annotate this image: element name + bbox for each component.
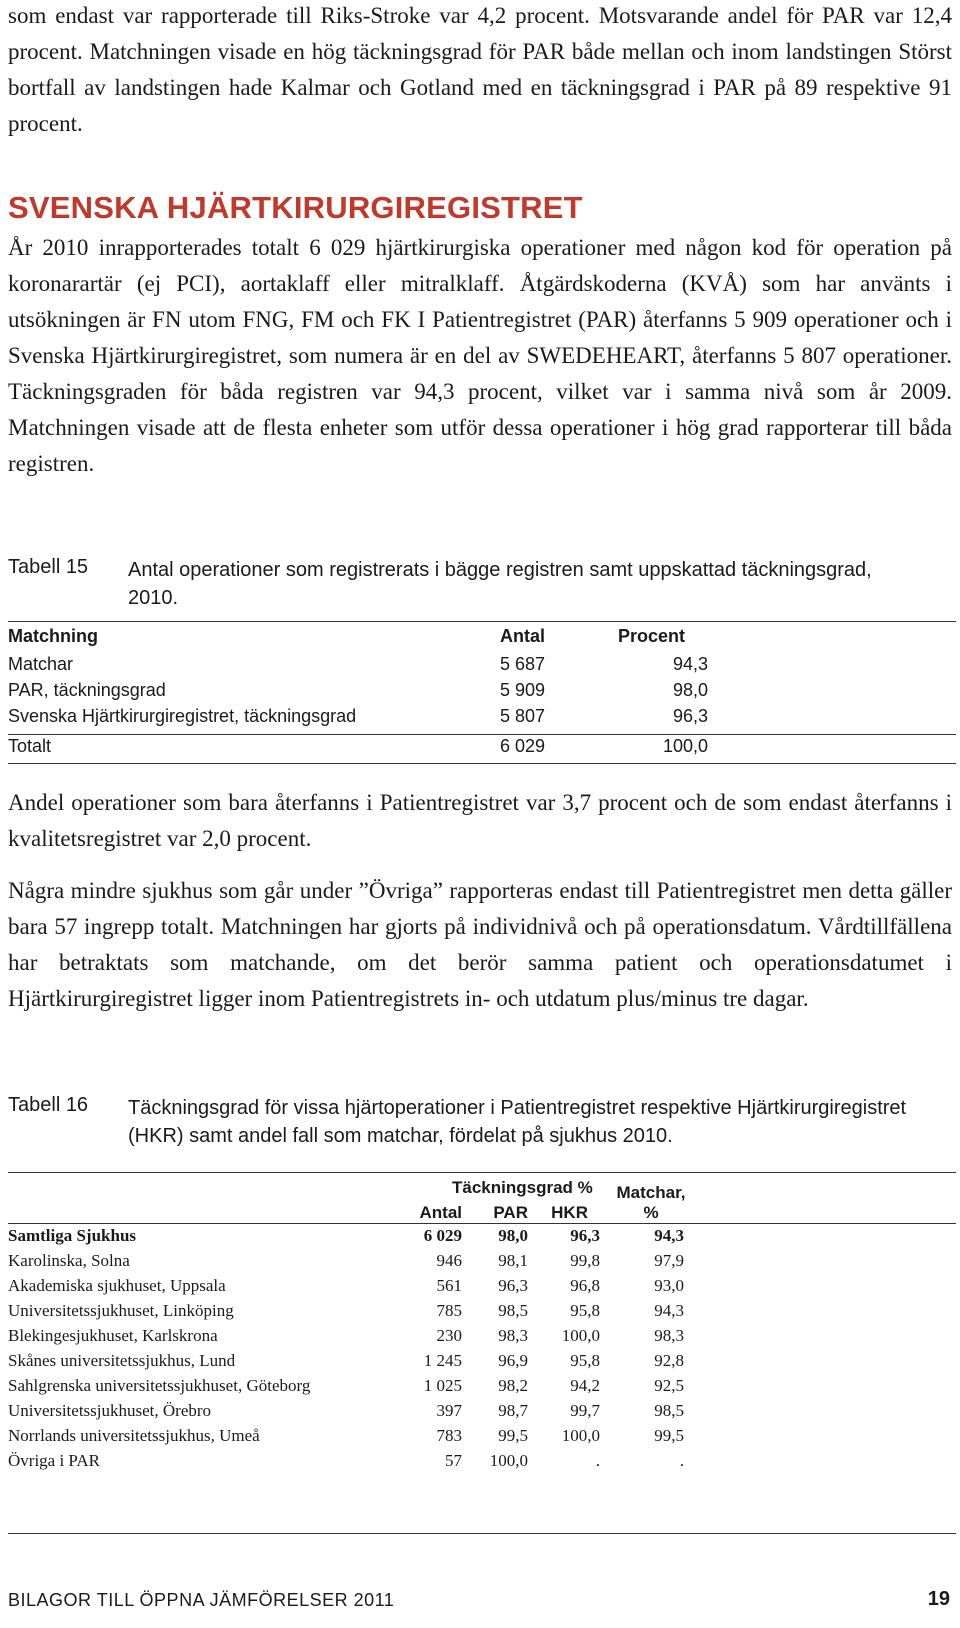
table-row [8, 1226, 956, 1251]
table16-top-rule [8, 1172, 956, 1173]
footer-title: BILAGOR TILL ÖPPNA JÄMFÖRELSER 2011 [8, 1590, 395, 1610]
table15-cell: 6 029 [500, 736, 546, 756]
table15-top-rule [8, 621, 956, 622]
paragraph-only-registered: Andel operationer som bara återfanns i Patientregistret var 3,7 procent och de som endast återfanns i kvalitetsregistret var 2,0 procent. [8, 790, 952, 851]
table15-cell: Svenska Hjärtkirurgiregistret, täckningsgrad [8, 706, 357, 726]
table-row [8, 1376, 956, 1401]
table16-cell-matchar: 92,8 [654, 1351, 684, 1370]
table16-cell-matchar: 98,5 [654, 1401, 684, 1420]
table16-cell-name: Universitetssjukhuset, Örebro [8, 1401, 212, 1420]
table16-cell-matchar: . [679, 1451, 684, 1470]
table16-header-matchar-unit: % [643, 1203, 659, 1222]
table16-cell-matchar: 99,5 [654, 1426, 684, 1445]
table16-cell-par: 98,7 [498, 1401, 528, 1420]
table15-cell: 98,0 [672, 680, 708, 700]
table16-cell-antal: 6 029 [423, 1226, 462, 1245]
table15-cell: 94,3 [672, 654, 708, 674]
table16-cell-antal: 946 [436, 1251, 462, 1270]
table16-cell-antal: 1 025 [423, 1376, 462, 1395]
table15-caption-label: Tabell 15 [8, 556, 89, 578]
table16-cell-par: 98,5 [498, 1301, 528, 1320]
footer-rule [8, 1533, 956, 1534]
table16-cell-par: 98,0 [498, 1226, 528, 1245]
table16-cell-antal: 1 245 [423, 1351, 462, 1370]
table16-cell-antal: 783 [436, 1426, 462, 1445]
table16-cell-antal: 57 [445, 1451, 462, 1470]
table15-cell: 5 909 [500, 680, 546, 700]
table16-header-par: PAR [493, 1203, 528, 1222]
table16-cell-par: 98,3 [498, 1326, 528, 1345]
table15-total-row [8, 736, 956, 762]
table16-cell-antal: 397 [436, 1401, 462, 1420]
table16-header-rule [8, 1223, 956, 1224]
table16-cell-hkr: 100,0 [561, 1326, 600, 1345]
table16-cell-hkr: 99,8 [570, 1251, 600, 1270]
table-row [8, 1426, 956, 1451]
table16-cell-name: Samtliga Sjukhus [8, 1226, 137, 1245]
table16-cell-par: 100,0 [489, 1451, 528, 1470]
table16-cell-name: Övriga i PAR [8, 1451, 100, 1470]
table16-cell-antal: 785 [436, 1301, 462, 1320]
table-row [8, 1351, 956, 1376]
table16-cell-matchar: 94,3 [654, 1226, 684, 1245]
table15-cell: Totalt [8, 736, 52, 756]
paragraph-intro: som endast var rapporterade till Riks-Stroke var 4,2 procent. Motsvarande andel för PAR var 12,4 procent. Matchningen visade en hög täckningsgrad för PAR både mellan och inom landstingen Störst bortfall av landstingen hade Kalmar och Gotland med en täckningsgrad i PAR på 89 respektive 91 procent. [8, 3, 952, 136]
table16-cell-name: Norrlands universitetssjukhus, Umeå [8, 1426, 260, 1445]
table-row [8, 680, 956, 706]
table16-cell-par: 99,5 [498, 1426, 528, 1445]
table16-cell-par: 98,1 [498, 1251, 528, 1270]
table16-cell-hkr: 95,8 [570, 1301, 600, 1320]
table16-cell-hkr: . [595, 1451, 600, 1470]
table-row [8, 1251, 956, 1276]
table16-header-hkr: HKR [551, 1203, 588, 1222]
table15-cell: 5 687 [500, 654, 546, 674]
table16-cell-name: Blekingesjukhuset, Karlskrona [8, 1326, 218, 1345]
table15-cell: Matchar [8, 654, 74, 674]
section-heading: SVENSKA HJÄRTKIRURGIREGISTRET [8, 190, 583, 225]
table15-cell: PAR, täckningsgrad [8, 680, 166, 700]
table-row [8, 1276, 956, 1301]
table16-cell-matchar: 97,9 [654, 1251, 684, 1270]
table-row [8, 1326, 956, 1351]
table16-cell-name: Karolinska, Solna [8, 1251, 130, 1270]
table-row [8, 1301, 956, 1326]
table16-caption-text: Täckningsgrad för vissa hjärtoperationer i Patientregistret respektive Hjärtkirurgiregistret (HKR) samt andel fall som matchar, fördelat på sjukhus 2010. [128, 1097, 907, 1147]
table16-cell-hkr: 100,0 [561, 1426, 600, 1445]
table16-cell-matchar: 98,3 [654, 1326, 684, 1345]
table16-cell-hkr: 96,8 [570, 1276, 600, 1295]
table16-cell-par: 96,3 [498, 1276, 528, 1295]
table16-header-matchar: Matchar, [616, 1183, 686, 1202]
table16-caption-label: Tabell 16 [8, 1094, 89, 1116]
table15-header-matchning: Matchning [8, 626, 98, 646]
table15-header-procent: Procent [618, 626, 686, 646]
table16-cell-par: 96,9 [498, 1351, 528, 1370]
table16-cell-name: Skånes universitetssjukhus, Lund [8, 1351, 236, 1370]
table15-cell: 100,0 [662, 736, 708, 756]
table15-header-antal: Antal [500, 626, 545, 646]
table-row [8, 1401, 956, 1426]
table16-cell-hkr: 94,2 [570, 1376, 600, 1395]
table16-cell-matchar: 94,3 [654, 1301, 684, 1320]
table16-cell-par: 98,2 [498, 1376, 528, 1395]
page-number: 19 [927, 1588, 950, 1610]
table16-cell-hkr: 96,3 [570, 1226, 600, 1245]
table16-cell-hkr: 95,8 [570, 1351, 600, 1370]
paragraph-registry: År 2010 inrapporterades totalt 6 029 hjärtkirurgiska operationer med någon kod för operation på koronarartär (ej PCI), aortaklaff eller mitralklaff. Åtgärdskoderna (KVÅ) som har använts i utsökningen är FN utom FNG, FM och FK I Patientregistret (PAR) återfanns 5 909 operationer och i Svenska Hjärtkirurgiregistret, som numera är en del av SWEDEHEART, återfanns 5 807 operationer. Täckningsgraden för båda registren var 94,3 procent, vilket var i samma nivå som år 2009. Matchningen visade att de flesta enheter som utför dessa operationer i hög grad rapporterar till båda registren. [8, 235, 952, 476]
table16-cell-name: Akademiska sjukhuset, Uppsala [8, 1276, 226, 1295]
table16-cell-antal: 561 [436, 1276, 462, 1295]
table15-caption-text: Antal operationer som registrerats i bägge registren samt uppskattad täckningsgrad, 2010. [128, 559, 872, 609]
table15-header-row [8, 626, 956, 652]
table16-cell-name: Universitetssjukhuset, Linköping [8, 1301, 234, 1320]
table-row [8, 1451, 956, 1476]
table15-total-rule [8, 734, 956, 735]
table16-header-antal: Antal [419, 1203, 462, 1222]
table16-cell-matchar: 93,0 [654, 1276, 684, 1295]
table16-cell-antal: 230 [436, 1326, 462, 1345]
table16-cell-matchar: 92,5 [654, 1376, 684, 1395]
table15-cell: 5 807 [500, 706, 546, 726]
paragraph-smaller-hospitals: Några mindre sjukhus som går under ”Övriga” rapporteras endast till Patientregistret men detta gäller bara 57 ingrepp totalt. Matchningen har gjorts på individnivå och på operationsdatum. Vårdtillfällena har betraktats som matchande, om det berör samma patient och operationsdatumet i Hjärtkirurgiregistret ligger inom Patientregistrets in- och utdatum plus/minus tre dagar. [8, 878, 952, 1011]
table16-cell-name: Sahlgrenska universitetssjukhuset, Göteborg [8, 1376, 311, 1395]
table-row [8, 654, 956, 680]
table16-group-header: Täckningsgrad % [452, 1178, 593, 1197]
table16-cell-hkr: 99,7 [570, 1401, 600, 1420]
table-row [8, 706, 956, 732]
table15-bottom-rule [8, 763, 956, 764]
table15-cell: 96,3 [672, 706, 708, 726]
